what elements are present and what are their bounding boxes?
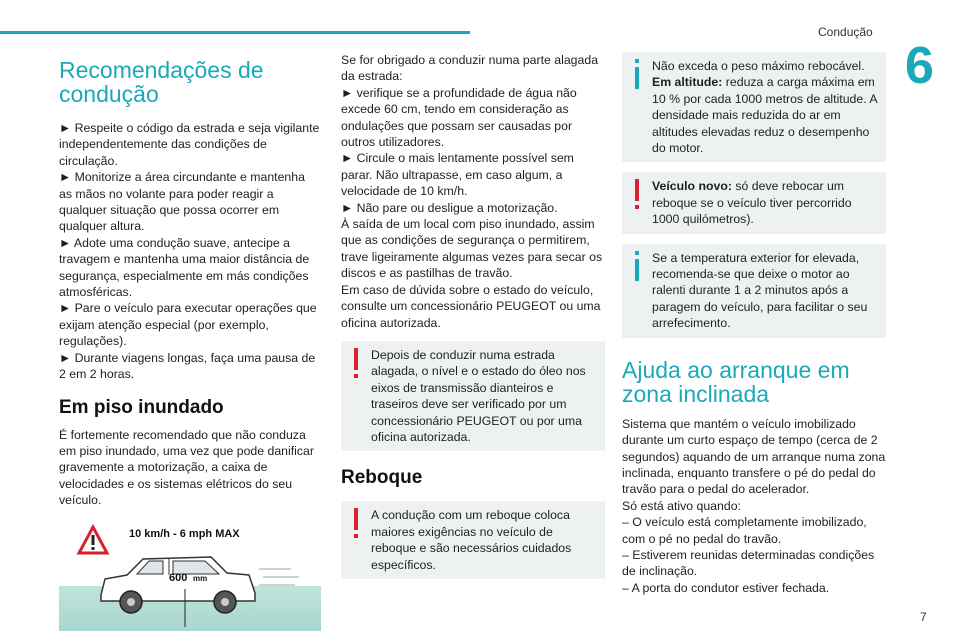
car-icon (101, 557, 255, 613)
flooded-intro: Se for obrigado a conduzir numa parte alagada da estrada: (341, 53, 599, 84)
page-number: 7 (920, 610, 927, 624)
motion-lines (259, 569, 299, 585)
column-1 (59, 52, 321, 631)
exclamation-icon (632, 179, 642, 211)
hill-start-text: Sistema que mantém o veículo imobilizado durante um curto espaço de tempo (cerca de 2 segundos) aquando de um arranque numa zona inclinada, enquanto transfere o pé do pedal do travão para o pedal do acelerador. (622, 416, 886, 497)
list-item: ► Circule o mais lentamente possível sem parar. Não ultrapasse, em caso algum, a velocidade de 10 km/h. (341, 151, 574, 199)
chapter-number: 6 (905, 37, 934, 95)
heading-towing: Reboque (341, 467, 423, 489)
list-item: ► verifique se a profundidade de água não excede 60 cm, tendo em consideração as ondulações que possam ser causadas por outros utilizadores. (341, 85, 577, 150)
depth-unit: mm (193, 573, 208, 583)
altitude-text: reduza a carga máxima em 10 % por cada 1000 metros de altitude. A densidade mais reduzida do ar em altitudes elevadas reduz o desempenho do motor. (652, 75, 877, 156)
warning-callout-towing (341, 501, 605, 579)
warning-triangle-icon (79, 527, 107, 553)
list-item: – Estiverem reunidas determinadas condições de inclinação. (622, 547, 875, 579)
recommendations-list (59, 120, 321, 383)
altitude-label: Em altitude: (652, 75, 723, 90)
speed-limit-label: 10 km/h - 6 mph MAX (129, 527, 240, 540)
info-icon (632, 251, 642, 283)
header-accent-bar (0, 31, 470, 34)
doubt-text: Em caso de dúvida sobre o estado do veículo, consulte um concessionário PEUGEOT ou uma oficina autorizada. (341, 282, 601, 330)
info-text: Não exceda o peso máximo rebocável. (652, 59, 865, 73)
heading-recommendations: Recomendações de condução (59, 57, 264, 107)
heading-hill-start: Ajuda ao arranque em zona inclinada (622, 356, 850, 407)
exclamation-icon (351, 348, 361, 380)
depth-value: 600 (169, 571, 188, 584)
section-title: Condução (818, 25, 873, 39)
new-vehicle-label: Veículo novo: (652, 179, 732, 194)
list-item: – A porta do condutor estiver fechada. (622, 580, 830, 595)
info-icon (632, 59, 642, 91)
warning-text: Depois de conduzir numa estrada alagada, o nível e o estado do óleo nos eixos de transmissão dianteiros e traseiros deve ser verificado por um concessionário PEUGEOT ou por uma oficina autorizada. (371, 347, 586, 444)
column-2 (341, 52, 605, 579)
list-item: ► Pare o veículo para executar operações que exijam atenção especial (por exemplo, regulações). (59, 301, 317, 349)
list-item: ► Respeite o código da estrada e seja vigilante independentemente das condições de circulação. (59, 121, 320, 168)
list-item: ► Adote uma condução suave, antecipe a travagem e mantenha uma maior distância de segurança, especialmente em más condições atmosféricas. (59, 235, 310, 300)
list-item: ► Durante viagens longas, faça uma pausa de 2 em 2 horas. (59, 350, 316, 382)
flood-illustration (59, 519, 321, 631)
warning-callout-oil (341, 341, 605, 451)
heading-flooded: Em piso inundado (59, 396, 224, 418)
new-vehicle-text: só deve rebocar um reboque se o veículo tiver percorrido 1000 quilómetros). (652, 179, 852, 227)
list-item: – O veículo está completamente imobilizado, com o pé no pedal do travão. (622, 515, 867, 546)
car-in-water-image (59, 519, 321, 631)
warning-callout-new-vehicle (622, 172, 886, 233)
column-3 (622, 52, 886, 596)
warning-text: A condução com um reboque coloca maiores exigências no veículo de reboque e são necessários cuidados específicos. (371, 508, 572, 572)
flooded-text: É fortemente recomendado que não conduza em piso inundado, uma vez que pode danificar gravemente a motorização, a caixa de velocidades e os sistemas elétricos do seu veículo. (59, 427, 314, 508)
list-item: ► Não pare ou desligue a motorização. (341, 200, 558, 215)
active-when-label: Só está ativo quando: (622, 498, 741, 513)
info-callout-temperature (622, 244, 886, 338)
list-item: ► Monitorize a área circundante e mantenha as mãos no volante para poder reagir a qualquer situação que possa ocorrer em qualquer altura. (59, 170, 305, 234)
info-callout-weight (622, 52, 886, 162)
after-flood-text: À saída de um local com piso inundado, assim que as condições de segurança o permitirem, trave ligeiramente algumas vezes para secar os discos e as pastilhas de travão. (341, 217, 603, 281)
exclamation-icon (351, 508, 361, 540)
info-text: Se a temperatura exterior for elevada, recomenda-se que deixe o motor ao ralenti durante 1 a 2 minutos após a paragem do veículo, para facilitar o seu arrefecimento. (652, 250, 868, 331)
